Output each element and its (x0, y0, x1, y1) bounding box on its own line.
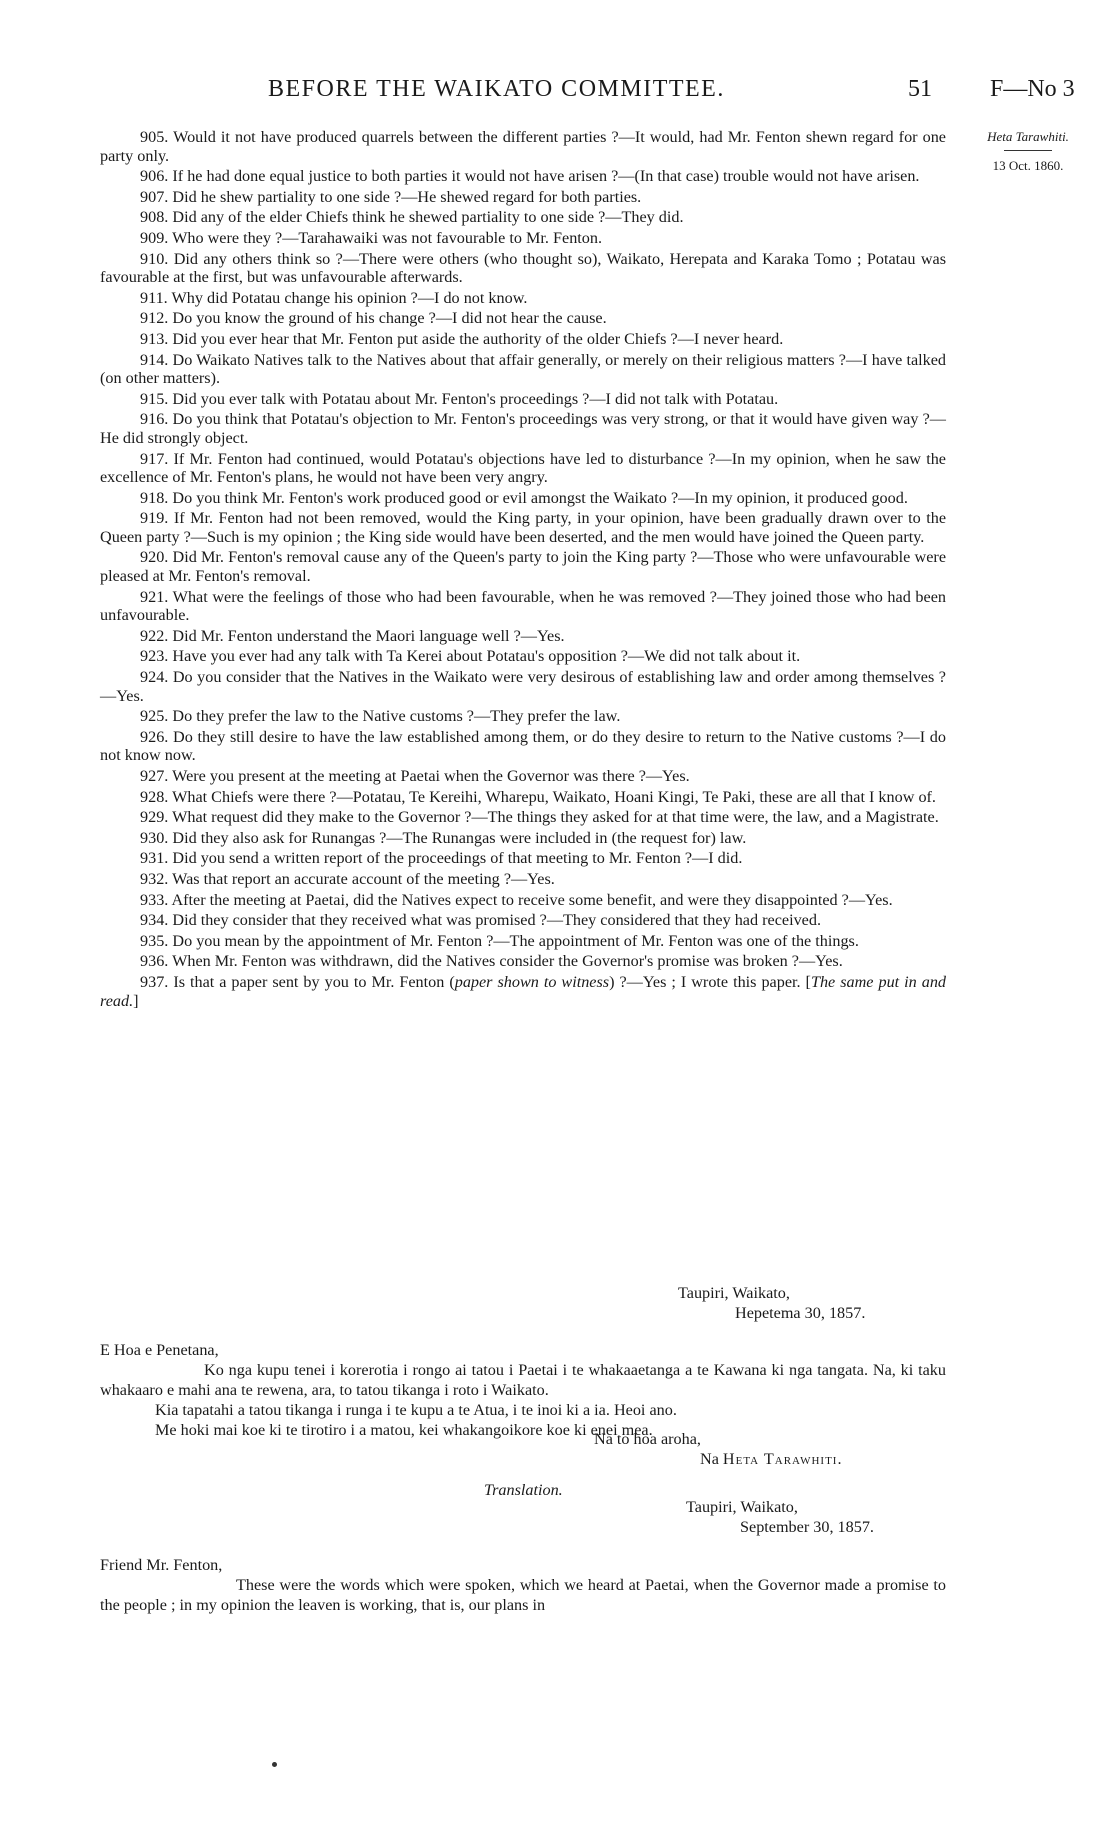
english-letter-address (686, 1497, 874, 1537)
maori-letter-date: Hepetema 30, 1857. (735, 1304, 866, 1322)
question-936: 936. When Mr. Fenton was withdrawn, did the Natives consider the Governor's promise was broken ?—Yes. (140, 952, 843, 971)
question-933: 933. After the meeting at Paetai, did the Natives expect to receive some benefit, and were they disappointed ?—Yes. (140, 890, 893, 909)
question-922: 922. Did Mr. Fenton understand the Maori language well ?—Yes. (140, 626, 565, 645)
question-930: 930. Did they also ask for Runangas ?—The Runangas were included in (the request for) law. (140, 828, 747, 847)
question-918: 918. Do you think Mr. Fenton's work produced good or evil amongst the Waikato ?—In my opinion, it produced good. (140, 488, 908, 507)
question-929: 929. What request did they make to the Governor ?—The things they asked for at that time were, the law, and a Magistrate. (140, 808, 939, 827)
running-header (0, 76, 1114, 116)
document-reference: F—No 3 (990, 76, 1075, 102)
question-926: 926. Do they still desire to have the law established among them, or do they desire to return to the Native customs ?—I do not know now. (100, 727, 946, 765)
maori-letter-place: Taupiri, Waikato, (678, 1284, 790, 1302)
english-letter-salutation: Friend Mr. Fenton, (100, 1556, 223, 1574)
question-924: 924. Do you consider that the Natives in the Waikato were very desirous of establishing law and order among themselves ?—Yes. (100, 668, 946, 705)
maori-letter-line: Ko nga kupu tenei i korerotia i rongo ai tatou i Paetai i te whakaaetanga a te Kawana ki nga tangata. Na, ki taku whakaaro e mahi ana te rewena, ara, to tatou tikanga i roto i Waikato. (100, 1361, 946, 1399)
maori-letter (100, 1340, 946, 1440)
question-906: 906. If he had done equal justice to both parties it would not have arisen ?—(In that case) trouble would not have arisen. (140, 167, 920, 186)
question-932: 932. Was that report an accurate account of the meeting ?—Yes. (140, 869, 555, 888)
question-916: 916. Do you think that Potatau's objection to Mr. Fenton's proceedings was very strong, or that it would have given way ?—He did strongly object. (100, 410, 946, 447)
question-914: 914. Do Waikato Natives talk to the Natives about that affair generally, or merely on their religious matters ?—I have talked (on other matters). (100, 350, 946, 388)
english-letter-line: These were the words which were spoken, which we heard at Paetai, when the Governor made a promise to the people ; in my opinion the leaven is working, that is, our plans in (100, 1576, 946, 1614)
question-923: 923. Have you ever had any talk with Ta Kerei about Potatau's opposition ?—We did not talk about it. (140, 647, 801, 666)
english-letter (100, 1555, 946, 1615)
question-907: 907. Did he shew partiality to one side ?—He shewed regard for both parties. (140, 187, 642, 206)
maori-letter-salutation: E Hoa e Penetana, (100, 1341, 219, 1359)
question-909: 909. Who were they ?—Tarahawaiki was not favourable to Mr. Fenton. (140, 228, 603, 247)
question-927: 927. Were you present at the meeting at Paetai when the Governor was there ?—Yes. (140, 767, 690, 785)
ink-speck (272, 1762, 277, 1767)
signature-name: Heta Tarawhiti. (722, 1450, 843, 1468)
margin-note (953, 128, 1103, 175)
question-917: 917. If Mr. Fenton had continued, would Potatau's objections have led to disturbance ?—In my opinion, when he saw the excellence of Mr. Fenton's plans, he would not have been very angry. (100, 449, 946, 487)
english-letter-place: Taupiri, Waikato, (686, 1498, 798, 1516)
question-925: 925. Do they prefer the law to the Native customs ?—They prefer the law. (140, 707, 621, 726)
question-915: 915. Did you ever talk with Potatau about Mr. Fenton's proceedings ?—I did not talk with Potatau. (140, 389, 779, 408)
question-934: 934. Did they consider that they received what was promised ?—They considered that they had received. (140, 911, 821, 930)
question-913: 913. Did you ever hear that Mr. Fenton put aside the authority of the older Chiefs ?—I never heard. (140, 329, 784, 348)
question-911: 911. Why did Potatau change his opinion ?—I do not know. (140, 288, 528, 307)
testimony-date: 13 Oct. 1860. (992, 158, 1064, 173)
question-912: 912. Do you know the ground of his change ?—I did not hear the cause. (140, 309, 607, 328)
maori-letter-closing: Na to hoa aroha, (594, 1430, 701, 1448)
question-937: 937. Is that a paper sent by you to Mr. Fenton (paper shown to witness) ?—Yes ; I wrote this paper. [The same put in and read.] (100, 972, 947, 1010)
maori-letter-signature: Na Heta Tarawhiti. (700, 1450, 843, 1468)
question-935: 935. Do you mean by the appointment of Mr. Fenton ?—The appointment of Mr. Fenton was one of the things. (140, 931, 859, 950)
testimony-body (100, 128, 946, 1010)
question-910: 910. Did any others think so ?—There were others (who thought so), Waikato, Herepata and Karaka Tomo ; Potatau was favourable at the first, but was unfavourable afterwards. (100, 249, 946, 287)
translation-heading: Translation. (484, 1481, 563, 1499)
maori-letter-line: Me hoki mai koe ki te tirotiro i a matou, kei whakangoikore koe ki enei mea. (155, 1421, 653, 1439)
english-letter-date: September 30, 1857. (740, 1518, 874, 1536)
maori-letter-line: Kia tapatahi a tatou tikanga i runga i te kupu a te Atua, i te inoi ki a ia. Heoi ano. (155, 1401, 677, 1419)
question-905: 905. Would it not have produced quarrels between the different parties ?—It would, had Mr. Fenton shewn regard for one party only. (100, 128, 946, 165)
page-number: 51 (908, 76, 932, 102)
question-928: 928. What Chiefs were there ?—Potatau, Te Kereihi, Wharepu, Waikato, Hoani Kingi, Te Paki, these are all that I know of. (140, 787, 936, 806)
question-921: 921. What were the feelings of those who had been favourable, when he was removed ?—They joined those who had been unfavourable. (100, 587, 946, 625)
question-931: 931. Did you send a written report of the proceedings of that meeting to Mr. Fenton ?—I did. (140, 849, 743, 868)
margin-rule (1004, 150, 1052, 151)
page-title: BEFORE THE WAIKATO COMMITTEE. (268, 76, 725, 102)
question-908: 908. Did any of the elder Chiefs think he shewed partiality to one side ?—They did. (140, 208, 684, 227)
question-919: 919. If Mr. Fenton had not been removed, would the King party, in your opinion, have been gradually drawn over to the Queen party ?—Such is my opinion ; the King side would have been deserted, and the men would have joined the Queen party. (100, 509, 946, 546)
witness-name: Heta Tarawhiti. (987, 129, 1069, 144)
maori-letter-address (678, 1283, 865, 1323)
question-920: 920. Did Mr. Fenton's removal cause any of the Queen's party to join the King party ?—Those who were unfavourable were pleased at Mr. Fenton's removal. (100, 548, 946, 586)
